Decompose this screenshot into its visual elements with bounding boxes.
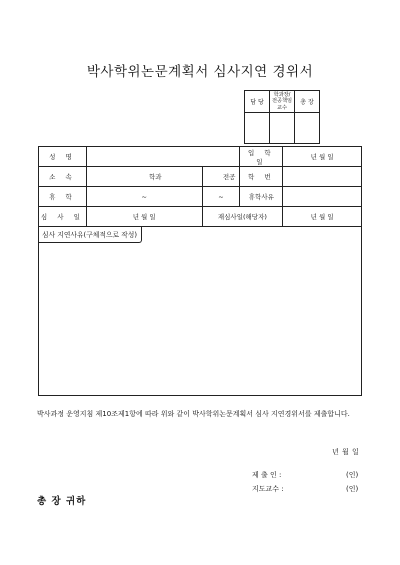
name-label: 성 명 xyxy=(39,147,87,167)
info-table xyxy=(38,146,362,227)
approval-sign-dept-head[interactable] xyxy=(270,113,295,144)
rereview-date-field[interactable]: 년 월 일 xyxy=(283,207,362,227)
enroll-date-label: 입 학 일 xyxy=(240,147,283,167)
delay-reason-box[interactable] xyxy=(38,226,362,396)
dept-field[interactable]: 학과 xyxy=(86,167,202,187)
approval-sign-staff[interactable] xyxy=(245,113,270,144)
leave-period-from[interactable]: ~ xyxy=(86,187,202,207)
approval-header-staff: 담 당 xyxy=(245,91,270,113)
student-no-label: 학 번 xyxy=(240,167,283,187)
delay-reason-label: 심사 지연사유(구체적으로 작성) xyxy=(39,227,142,243)
document-title: 박사학위논문계획서 심사지연 경위서 xyxy=(86,64,314,80)
leave-label: 휴 학 xyxy=(39,187,87,207)
approval-table xyxy=(244,90,320,144)
submitter-label: 제 출 인 : xyxy=(252,471,282,479)
leave-reason-label: 휴학사유 xyxy=(240,187,283,207)
approval-sign-president[interactable] xyxy=(295,113,320,144)
rereview-date-label: 재심사일(해당자) xyxy=(202,207,283,227)
submission-date: 년 월 일 xyxy=(332,448,360,456)
approval-header-president: 총 장 xyxy=(295,91,320,113)
review-date-label: 심 사 일 xyxy=(39,207,87,227)
submitter-seal[interactable]: (인) xyxy=(346,471,359,479)
major-field[interactable]: 전공 xyxy=(202,167,240,187)
enroll-date-field[interactable]: 년 월 일 xyxy=(283,147,362,167)
approval-header-dept-head: 학과장/ 전공책임교수 xyxy=(270,91,295,113)
advisor-seal[interactable]: (인) xyxy=(346,485,359,493)
advisor-label: 지도교수 : xyxy=(252,485,284,493)
statement-text: 박사과정 운영지침 제10조제1항에 따라 위와 같이 박사학위논문계획서 심사 지연경위서를 제출합니다. xyxy=(37,410,350,418)
closing-addressee: 총 장 귀하 xyxy=(37,496,87,507)
leave-reason-field[interactable] xyxy=(283,187,362,207)
dept-label: 소 속 xyxy=(39,167,87,187)
name-field[interactable] xyxy=(86,147,240,167)
student-no-field[interactable] xyxy=(283,167,362,187)
review-date-field[interactable]: 년 월 일 xyxy=(86,207,202,227)
leave-period-to[interactable]: ~ xyxy=(202,187,240,207)
